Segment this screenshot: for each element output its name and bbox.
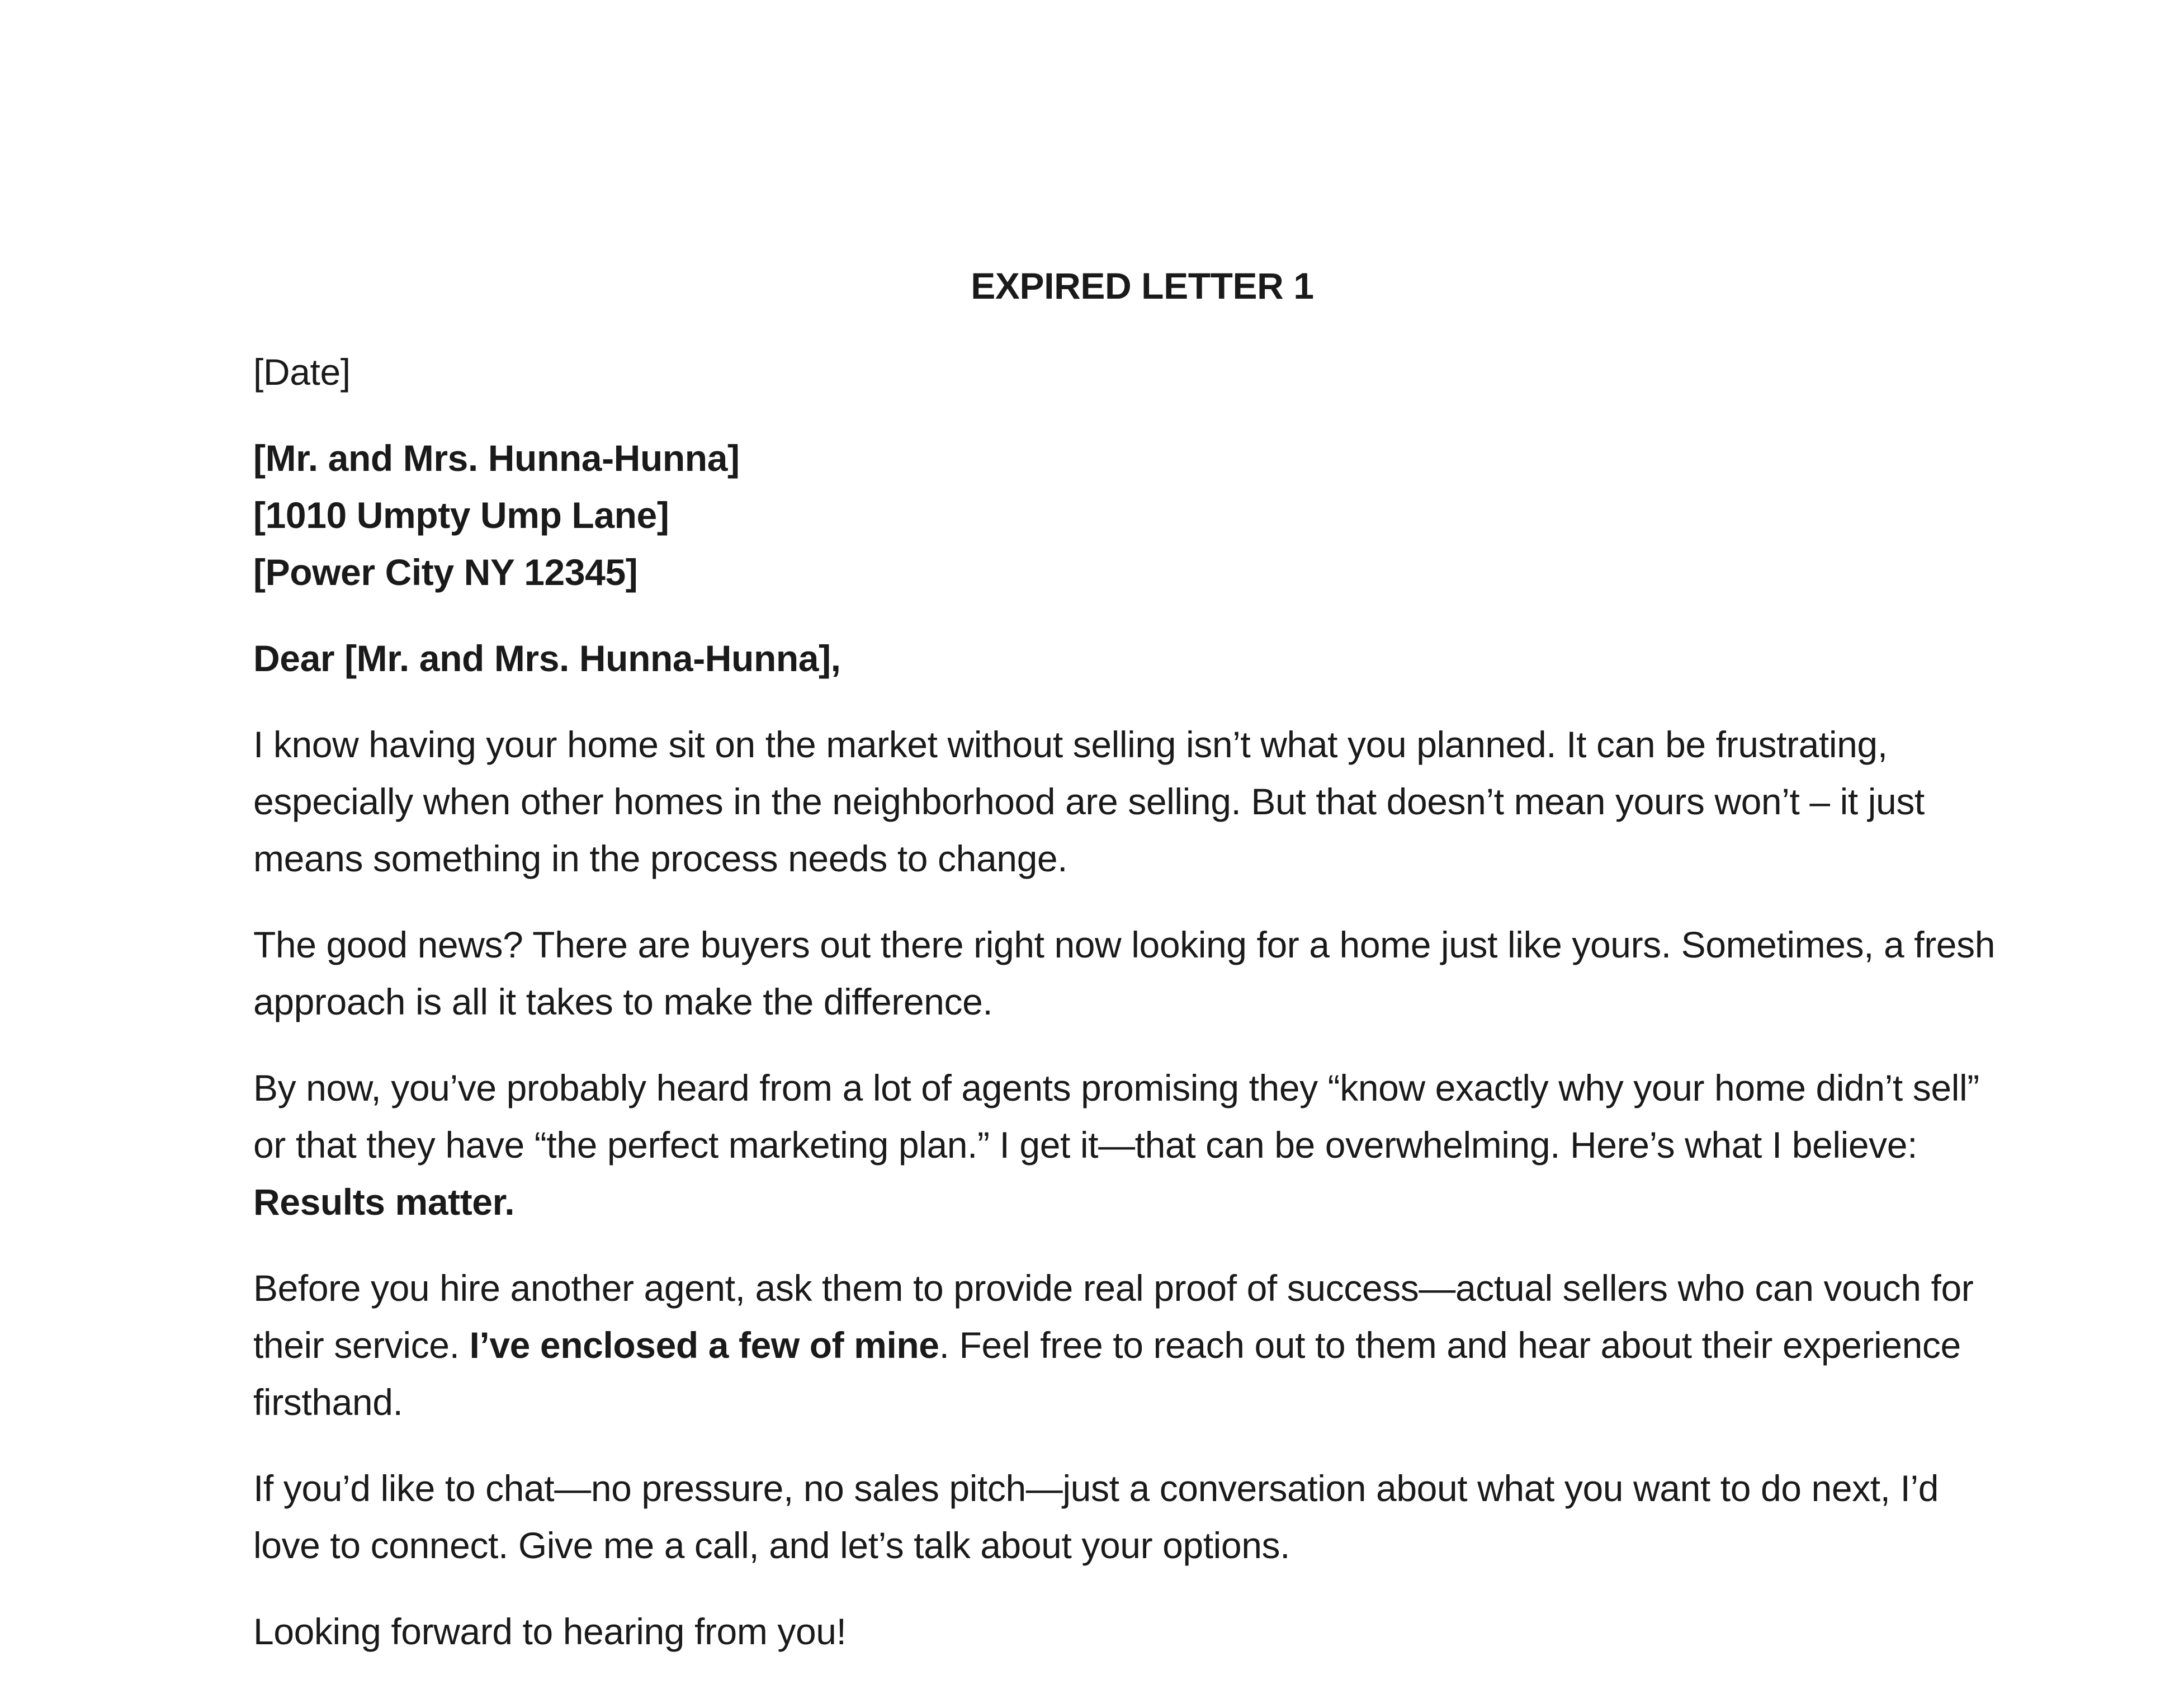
paragraph-4-text-b: . Feel free to reach out to them and hear about their experience firsthand. — [253, 1324, 1961, 1423]
letter-content — [253, 257, 1998, 1689]
paragraph-6: Looking forward to hearing from you! — [253, 1611, 847, 1652]
paragraph-4-text-a: Before you hire another agent, ask them to provide real proof of success—actual sellers who can vouch for their service. — [253, 1267, 1974, 1366]
paragraph-2: The good news? There are buyers out there right now looking for a home just like yours. Sometimes, a fresh approach is all it takes to make the difference. — [253, 924, 1995, 1022]
paragraph-5: If you’d like to chat—no pressure, no sales pitch—just a conversation about what you want to do next, I’d love to connect. Give me a call, and let’s talk about your options. — [253, 1468, 1939, 1566]
address-line-city: [Power City NY 12345] — [253, 551, 638, 593]
letter-title: EXPIRED LETTER 1 — [971, 265, 1314, 306]
salutation: Dear [Mr. and Mrs. Hunna-Hunna], — [253, 638, 841, 679]
paragraph-3-emphasis: Results matter. — [253, 1181, 515, 1223]
address-line-street: [1010 Umpty Ump Lane] — [253, 494, 669, 536]
paragraph-4-emphasis: I’ve enclosed a few of mine — [469, 1324, 939, 1366]
recipient-address — [253, 430, 1998, 601]
address-line-name: [Mr. and Mrs. Hunna-Hunna] — [253, 437, 740, 479]
paragraph-1: I know having your home sit on the market without selling isn’t what you planned. It can be frustrating, especially when other homes in the neighborhood are selling. But that doesn’t mean yours won’t – it just means something in the process needs to change. — [253, 724, 1925, 879]
paragraph-3-text: By now, you’ve probably heard from a lot of agents promising they “know exactly why your home didn’t sell” or that they have “the perfect marketing plan.” I get it—that can be overwhelming. Here’s what I believe: — [253, 1067, 1979, 1166]
paragraph-3 — [253, 1059, 1998, 1230]
letter-date: [Date] — [253, 351, 351, 393]
paragraph-4 — [253, 1259, 1998, 1431]
